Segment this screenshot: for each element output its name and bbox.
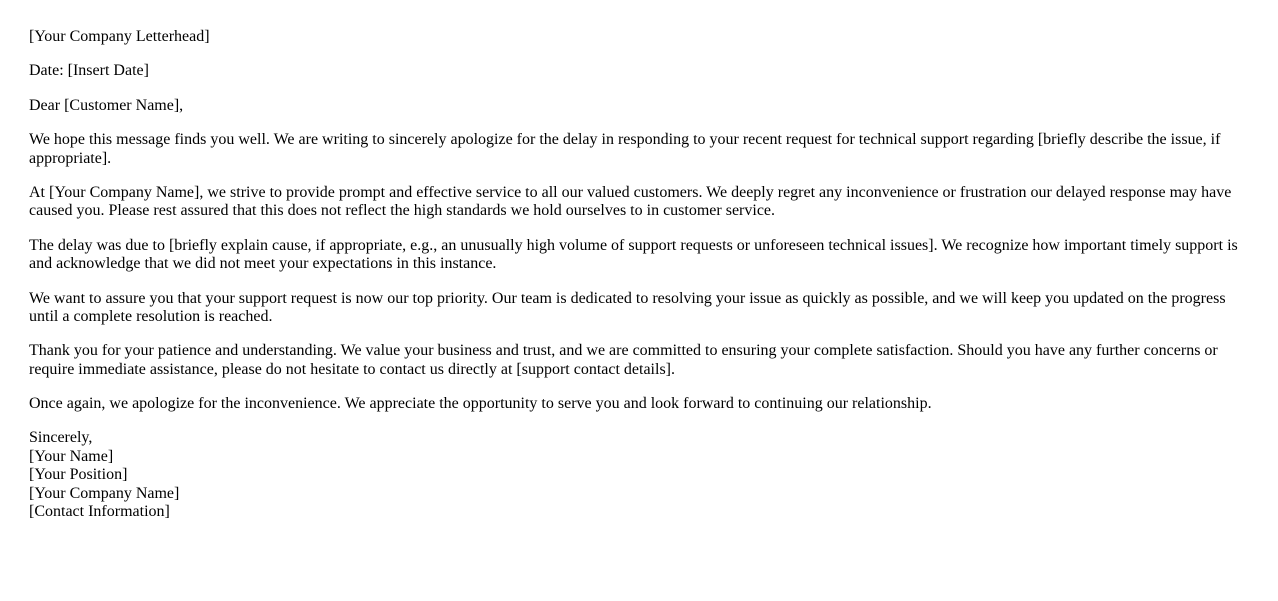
paragraph-priority-assurance: We want to assure you that your support request is now our top priority. Our team is dedicated to resolving your issue as quickly as possible, and we will keep you updated on the progress until a complete resolution is reached. bbox=[29, 289, 1226, 325]
signature-block bbox=[29, 429, 1240, 521]
paragraph-apology-intro: We hope this message finds you well. We are writing to sincerely apologize for the delay in responding to your recent request for technical support regarding [briefly describe the issue, if appropriate]. bbox=[29, 131, 1221, 167]
letter-body bbox=[29, 28, 1240, 521]
date-line: Date: [Insert Date] bbox=[29, 62, 149, 80]
signature-name-placeholder: [Your Name] bbox=[29, 447, 114, 465]
letterhead-placeholder: [Your Company Letterhead] bbox=[29, 28, 210, 45]
signature-position-placeholder: [Your Position] bbox=[29, 466, 128, 484]
paragraph-thanks-contact: Thank you for your patience and understanding. We value your business and trust, and we are committed to ensuring your complete satisfaction. Should you have any further concerns or require immediate assistance, please do not hesitate to contact us directly at [support contact details]. bbox=[29, 342, 1218, 378]
salutation: Dear [Customer Name], bbox=[29, 96, 184, 114]
sign-off: Sincerely, bbox=[29, 429, 93, 447]
signature-company-placeholder: [Your Company Name] bbox=[29, 484, 180, 502]
paragraph-company-standards: At [Your Company Name], we strive to provide prompt and effective service to all our valued customers. We deeply regret any inconvenience or frustration our delayed response may have caused you. Please rest assured that this does not reflect the high standards we hold ourselves to in customer service. bbox=[29, 183, 1232, 220]
signature-contact-placeholder: [Contact Information] bbox=[29, 503, 170, 521]
paragraph-delay-explanation: The delay was due to [briefly explain cause, if appropriate, e.g., an unusually high volume of support requests or unforeseen technical issues]. We recognize how important timely support is and acknowledge that we did not meet your expectations in this instance. bbox=[29, 236, 1238, 273]
paragraph-final-apology: Once again, we apologize for the inconvenience. We appreciate the opportunity to serve you and look forward to continuing our relationship. bbox=[29, 395, 932, 413]
